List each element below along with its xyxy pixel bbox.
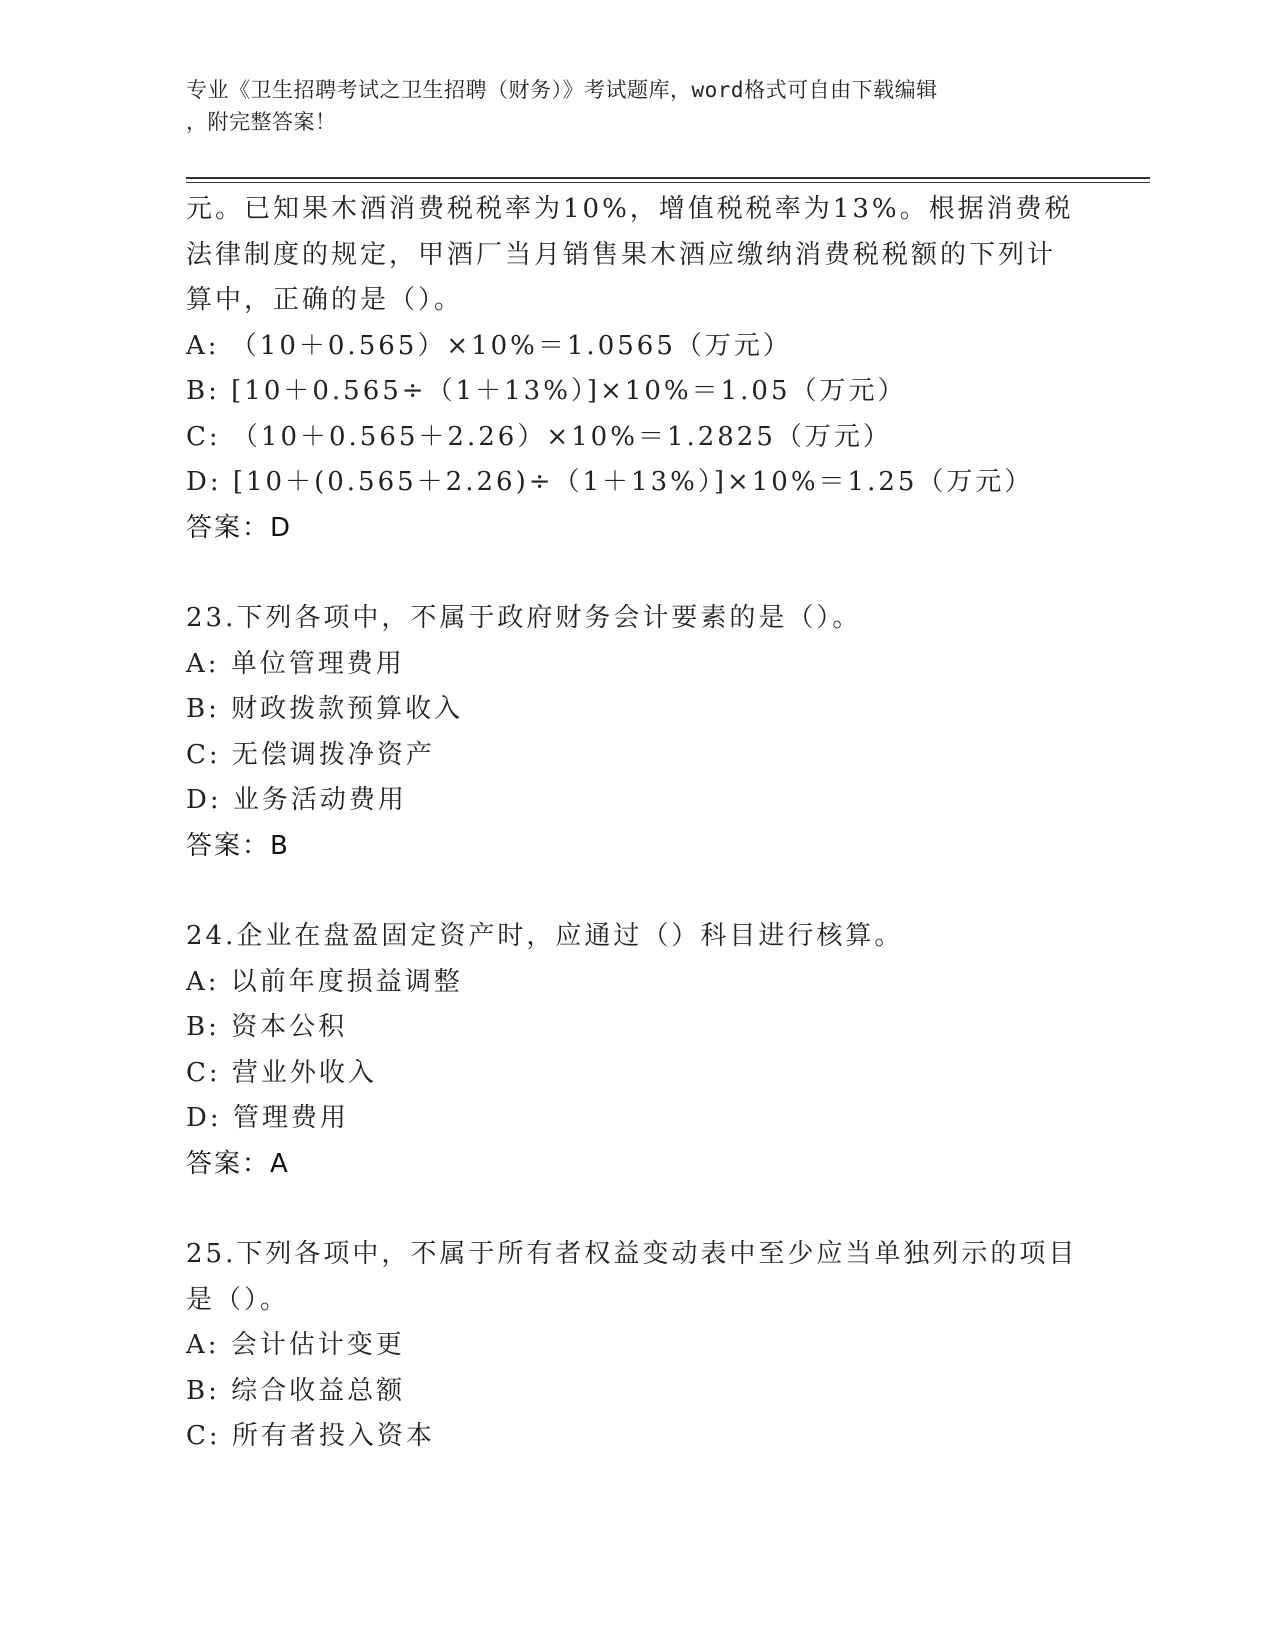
question-23 — [186, 596, 1086, 869]
option-c: C: （10＋0.565＋2.26）×10%＝1.2825（万元） — [186, 421, 892, 452]
question-stem-line: 法律制度的规定，甲酒厂当月销售果木酒应缴纳消费税税额的下列计 — [186, 239, 1057, 270]
document-body — [186, 187, 1086, 1460]
question-25 — [186, 1232, 1086, 1460]
header-line-1: 专业《卫生招聘考试之卫生招聘（财务）》考试题库，word格式可自由下载编辑 — [186, 78, 938, 102]
page-header — [186, 74, 1066, 138]
option-a: A: 单位管理费用 — [186, 648, 405, 679]
option-d: D: 业务活动费用 — [186, 785, 407, 815]
question-22 — [186, 187, 1086, 551]
option-d: D: [10＋(0.565＋2.26)÷（1＋13%）]×10%＝1.25（万元） — [186, 467, 1034, 497]
spacer — [186, 551, 1086, 596]
question-stem-line: 23.下列各项中，不属于政府财务会计要素的是（）。 — [186, 603, 862, 633]
spacer — [186, 1187, 1086, 1232]
answer-label: 答案：B — [186, 830, 290, 861]
header-rule-thin — [186, 182, 1150, 183]
spacer — [186, 869, 1086, 914]
option-b: B: 资本公积 — [186, 1012, 348, 1042]
option-a: A: 以前年度损益调整 — [186, 966, 463, 997]
option-d: D: 管理费用 — [186, 1103, 349, 1133]
option-b: B: 财政拨款预算收入 — [186, 694, 464, 724]
question-stem-line: 25.下列各项中，不属于所有者权益变动表中至少应当单独列示的项目 — [186, 1239, 1078, 1269]
answer-label: 答案：A — [186, 1148, 290, 1179]
question-stem-line: 24.企业在盘盈固定资产时，应通过（）科目进行核算。 — [186, 921, 904, 951]
question-stem-line: 是（）。 — [186, 1284, 290, 1315]
answer-label: 答案：D — [186, 512, 293, 543]
question-stem-line: 算中，正确的是（）。 — [186, 285, 464, 315]
header-line-2: ，附完整答案！ — [186, 110, 337, 134]
question-24 — [186, 914, 1086, 1187]
option-c: C: 无偿调拨净资产 — [186, 739, 435, 770]
option-a: A: （10＋0.565）×10%＝1.0565（万元） — [186, 330, 792, 361]
question-stem-line: 元。已知果木酒消费税税率为10%，增值税税率为13%。根据消费税 — [186, 194, 1074, 224]
option-c: C: 所有者投入资本 — [186, 1421, 435, 1451]
option-c: C: 营业外收入 — [186, 1057, 377, 1088]
option-a: A: 会计估计变更 — [186, 1330, 405, 1360]
option-b: B: 综合收益总额 — [186, 1375, 406, 1406]
header-rule-thick — [186, 177, 1150, 179]
option-b: B: [10＋0.565÷（1＋13%）]×10%＝1.05（万元） — [186, 376, 907, 406]
